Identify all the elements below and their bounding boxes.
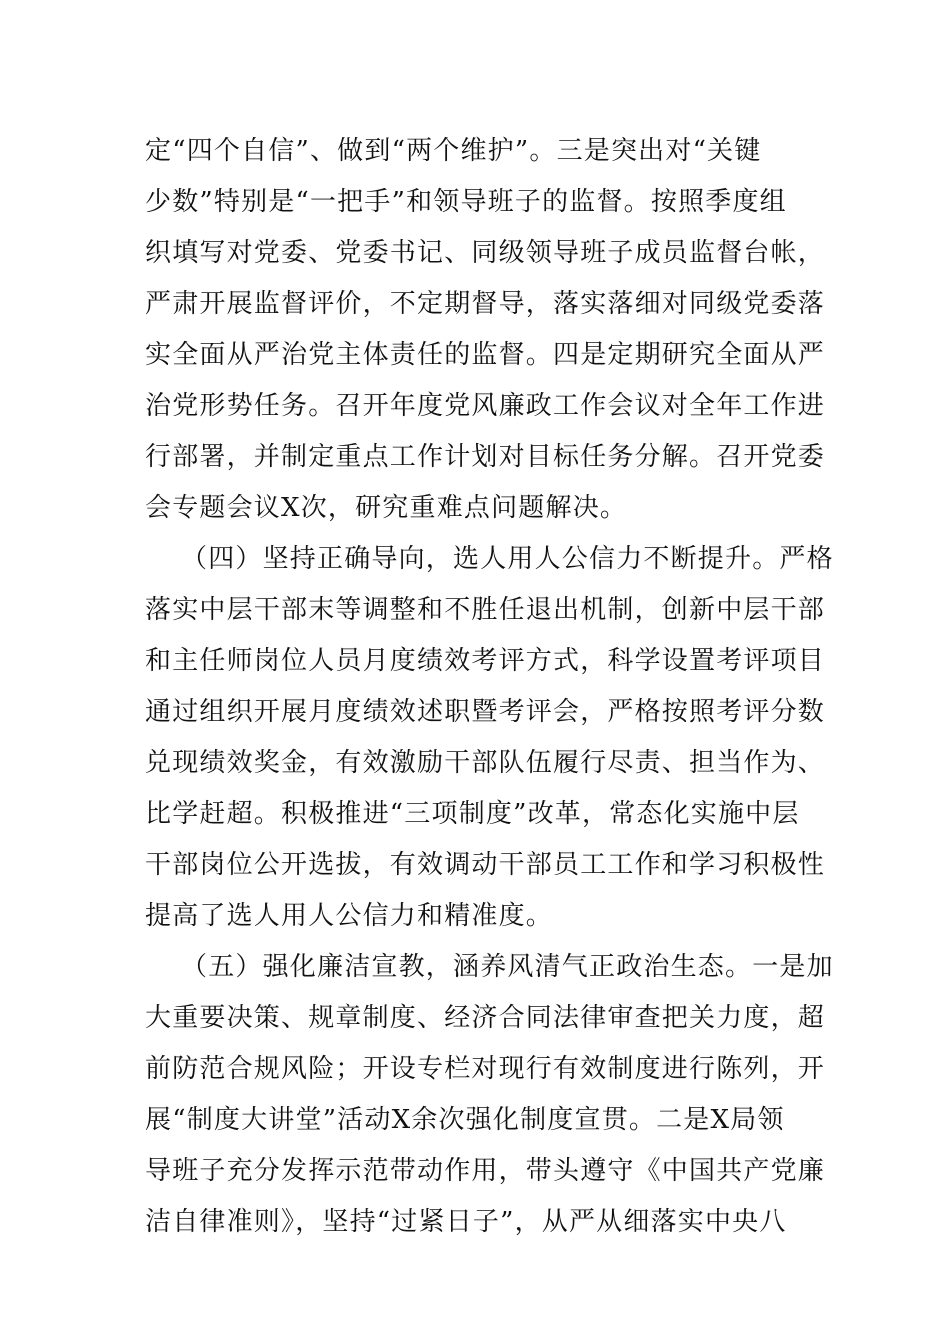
text-line: 落实中层干部末等调整和不胜任退出机制，创新中层干部 <box>145 595 826 625</box>
text-line: 实全面从严治党主体责任的监督。四是定期研究全面从严 <box>145 340 826 370</box>
text-line: 定“四个自信”、做到“两个维护”。三是突出对“关键 <box>145 136 762 166</box>
text-line: 严肃开展监督评价，不定期督导，落实落细对同级党委落 <box>145 289 826 319</box>
text-line: 通过组织开展月度绩效述职暨考评会，严格按照考评分数 <box>145 697 826 727</box>
text-line: 比学赶超。积极推进“三项制度”改革，常态化实施中层 <box>145 799 800 829</box>
text-line: 大重要决策、规章制度、经济合同法律审查把关力度，超 <box>145 1003 826 1033</box>
text-line: 会专题会议X次，研究重难点问题解决。 <box>145 493 628 523</box>
text-line: 治党形势任务。召开年度党风廉政工作会议对全年工作进 <box>145 391 826 421</box>
text-line: 提高了选人用人公信力和精准度。 <box>145 901 554 931</box>
text-line: 织填写对党委、党委书记、同级领导班子成员监督台帐， <box>145 238 826 268</box>
paragraph-heading-line: （四）坚持正确导向，选人用人公信力不断提升。严格 <box>181 544 834 574</box>
text-line: 行部署，并制定重点工作计划对目标任务分解。召开党委 <box>145 442 826 472</box>
text-line: 导班子充分发挥示范带动作用，带头遵守《中国共产党廉 <box>145 1156 826 1186</box>
text-line: 和主任师岗位人员月度绩效考评方式，科学设置考评项目 <box>145 646 826 676</box>
text-line: 前防范合规风险；开设专栏对现行有效制度进行陈列，开 <box>145 1054 826 1084</box>
text-line: 展“制度大讲堂”活动X余次强化制度宣贯。二是X局领 <box>145 1105 785 1135</box>
text-line: 干部岗位公开选拔，有效调动干部员工工作和学习积极性 <box>145 850 826 880</box>
text-line: 少数”特别是“一把手”和领导班子的监督。按照季度组 <box>145 187 787 217</box>
text-line: 兑现绩效奖金，有效激励干部队伍履行尽责、担当作为、 <box>145 748 826 778</box>
text-line: 洁自律准则》，坚持“过紧日子”，从严从细落实中央八 <box>145 1207 787 1237</box>
paragraph-heading-line: （五）强化廉洁宣教，涵养风清气正政治生态。一是加 <box>181 952 834 982</box>
